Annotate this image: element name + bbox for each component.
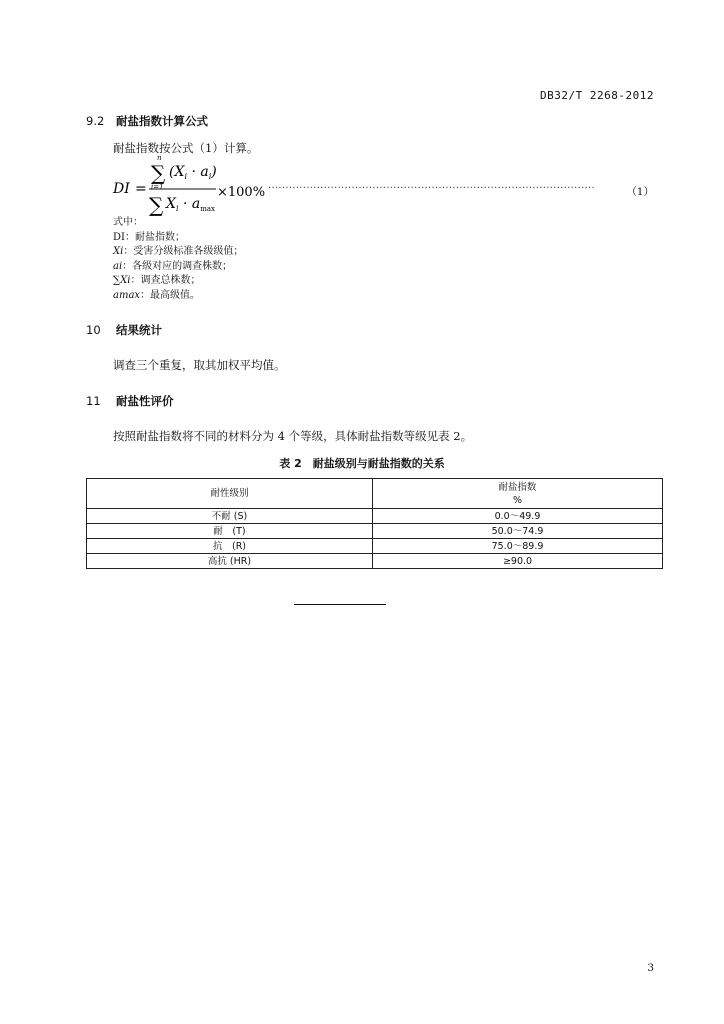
level-cell: 抗 (R) bbox=[87, 539, 373, 554]
sum-symbol-denominator: ∑ bbox=[149, 193, 164, 217]
section-heading-10 bbox=[86, 322, 162, 338]
column-header-index-label: 耐盐指数 bbox=[498, 481, 537, 493]
section-heading-9-2 bbox=[86, 113, 208, 129]
level-cell: 耐 (T) bbox=[87, 524, 373, 539]
equals-sign: = bbox=[135, 181, 147, 197]
definition-symbol: DI bbox=[113, 231, 125, 243]
level-cell: 不耐 (S) bbox=[87, 509, 373, 524]
table-caption: 表 2 耐盐级别与耐盐指数的关系 bbox=[279, 457, 445, 470]
definition-symbol: ai bbox=[113, 260, 123, 272]
sum-lower-limit: i=1 bbox=[151, 183, 164, 191]
column-header-index-unit: % bbox=[512, 494, 523, 506]
definition-text: ：调查总株数； bbox=[130, 275, 201, 286]
index-cell: 75.0～89.9 bbox=[373, 539, 663, 554]
leader-dots: ······························································································ bbox=[268, 183, 595, 194]
column-header-index bbox=[373, 479, 663, 509]
end-of-document-rule bbox=[294, 604, 386, 605]
section-heading-11 bbox=[86, 393, 174, 409]
definition-text: ：耐盐指数； bbox=[124, 231, 185, 243]
definition-symbol: Xi bbox=[113, 246, 124, 257]
page-number: 3 bbox=[647, 962, 654, 974]
variable-definitions bbox=[113, 216, 243, 303]
table-header-row bbox=[87, 479, 663, 509]
section-11-text: 按照耐盐指数将不同的材料分为 4 个等级，具体耐盐指数等级见表 2。 bbox=[113, 429, 473, 443]
table-row bbox=[87, 509, 663, 524]
index-cell: ≥90.0 bbox=[373, 554, 663, 569]
definition-sum-xi bbox=[113, 274, 243, 289]
definition-text: ：最高级值。 bbox=[140, 289, 201, 301]
definition-symbol: ∑Xi bbox=[113, 275, 131, 286]
section-number: 9.2 bbox=[86, 114, 105, 128]
index-cell: 0.0～49.9 bbox=[373, 509, 663, 524]
table-row bbox=[87, 524, 663, 539]
definition-amax bbox=[113, 289, 243, 304]
index-cell: 50.0～74.9 bbox=[373, 524, 663, 539]
section-number: 10 bbox=[86, 323, 101, 337]
denominator-expression: $X_i \cdot a_{max}$ bbox=[166, 196, 215, 213]
section-title: 耐盐指数计算公式 bbox=[116, 114, 209, 128]
column-header-level: 耐性级别 bbox=[87, 479, 373, 509]
table-row bbox=[87, 539, 663, 554]
section-10-text: 调查三个重复，取其加权平均值。 bbox=[113, 358, 286, 372]
table-row bbox=[87, 554, 663, 569]
definition-text: ：受害分级标准各级级值； bbox=[123, 246, 244, 257]
sum-upper-limit: n bbox=[157, 154, 162, 162]
level-cell: 高抗 (HR) bbox=[87, 554, 373, 569]
formula-lhs: DI bbox=[113, 181, 130, 197]
formula-intro: 耐盐指数按公式（1）计算。 bbox=[113, 141, 259, 155]
section-title: 结果统计 bbox=[116, 323, 163, 337]
percent-factor: ×100% bbox=[217, 185, 266, 200]
definition-ai bbox=[113, 260, 243, 275]
definition-symbol: amax bbox=[113, 289, 141, 301]
equation-number: （1） bbox=[626, 186, 654, 198]
definition-xi bbox=[113, 245, 243, 260]
definition-di bbox=[113, 231, 243, 246]
document-code: DB32/T 2268-2012 bbox=[540, 89, 654, 102]
numerator-expression: $(X_i \cdot a_i)$ bbox=[169, 164, 217, 181]
salt-tolerance-table bbox=[86, 478, 663, 569]
where-label: 式中： bbox=[113, 217, 143, 228]
definition-text: ：各级对应的调查株数； bbox=[122, 260, 233, 272]
sum-symbol-numerator: ∑ bbox=[151, 161, 166, 185]
section-title: 耐盐性评价 bbox=[116, 394, 174, 408]
section-number: 11 bbox=[86, 394, 101, 408]
